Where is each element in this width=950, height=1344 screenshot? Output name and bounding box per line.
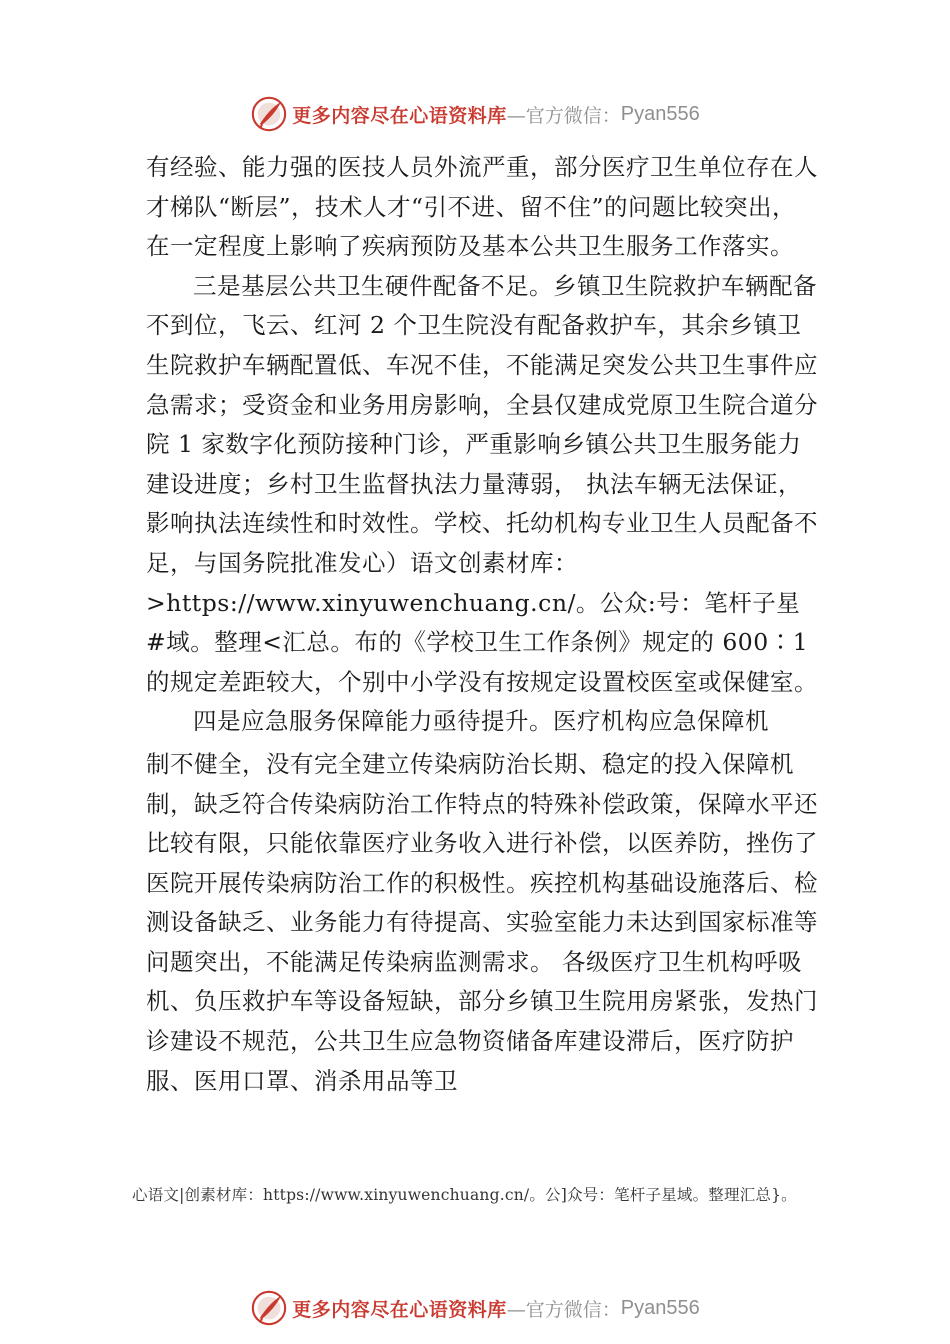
footer-banner [0,1286,950,1330]
paragraph: 制不健全，没有完全建立传染病防治长期、稳定的投入保障机制，缺乏符合传染病防治工作特点的特殊补偿政策，保障水平还比较有限，只能依靠医疗业务收入进行补偿，以医养防，挫伤了医院开展传染病防治工作的积极性。疾控机构基础设施落后、检测设备缺乏、业务能力有待提高、实验室能力未达到国家标准等问题突出，不能满足传染病监测需求。 各级医疗卫生机构呼吸机、负压救护车等设备短缺，部分乡镇卫生院用房紧张，发热门诊建设不规范，公共卫生应急物资储备库建设滞后，医疗防护服、医用口罩、消杀用品等卫 [146,749,818,1095]
wechat-id: Pyan556 [620,102,700,125]
paragraph-line: 四是应急服务保障能力亟待提升。医疗机构应急保障机 [193,707,769,736]
paragraph: 有经验、能力强的医技人员外流严重，部分医疗卫生单位存在人才梯队“断层”，技术人才“引不进、留不住”的问题比较突出，在一定程度上影响了疾病预防及基本公共卫生服务工作落实。 [146,153,818,261]
document-body [146,148,818,1101]
quill-logo-icon [250,1289,288,1327]
brand-text: 更多内容尽在心语资料库 [292,1298,507,1321]
wechat-id: Pyan556 [620,1296,700,1319]
quill-logo-icon [250,95,288,133]
paragraph: 三是基层公共卫生硬件配备不足。乡镇卫生院救护车辆配备不到位，飞云、红河 2 个卫生院没有配备救护车，其余乡镇卫生院救护车辆配置低、车况不佳，不能满足突发公共卫生事件应急需求；受资金和业务用房影响，全县仅建成党原卫生院合道分院 1 家数字化预防接种门诊，严重影响乡镇公共卫生服务能力建设进度；乡村卫生监督执法力量薄弱， 执法车辆无法保证，影响执法连续性和时效性。学校、托幼机构专业卫生人员配备不足，与国务院批准发心）语文创素材库：>https://www.xinyuwenchuang.cn/。公众:号：笔杆子星#域。整理<汇总。布的《学校卫生工作条例》规定的 600∶1 的规定差距较大，个别中小学没有按规定设置校医室或保健室。 [146,271,818,696]
banner-subtitle: —官方微信： [506,1298,621,1321]
banner-subtitle: —官方微信： [506,104,621,127]
footer-note: 心语文|创素材库：https://www.xinyuwenchuang.cn/。公]众号：笔杆子星域。整理汇总}。 [132,1186,797,1204]
brand-text: 更多内容尽在心语资料库 [292,104,507,127]
header-banner [0,92,950,136]
